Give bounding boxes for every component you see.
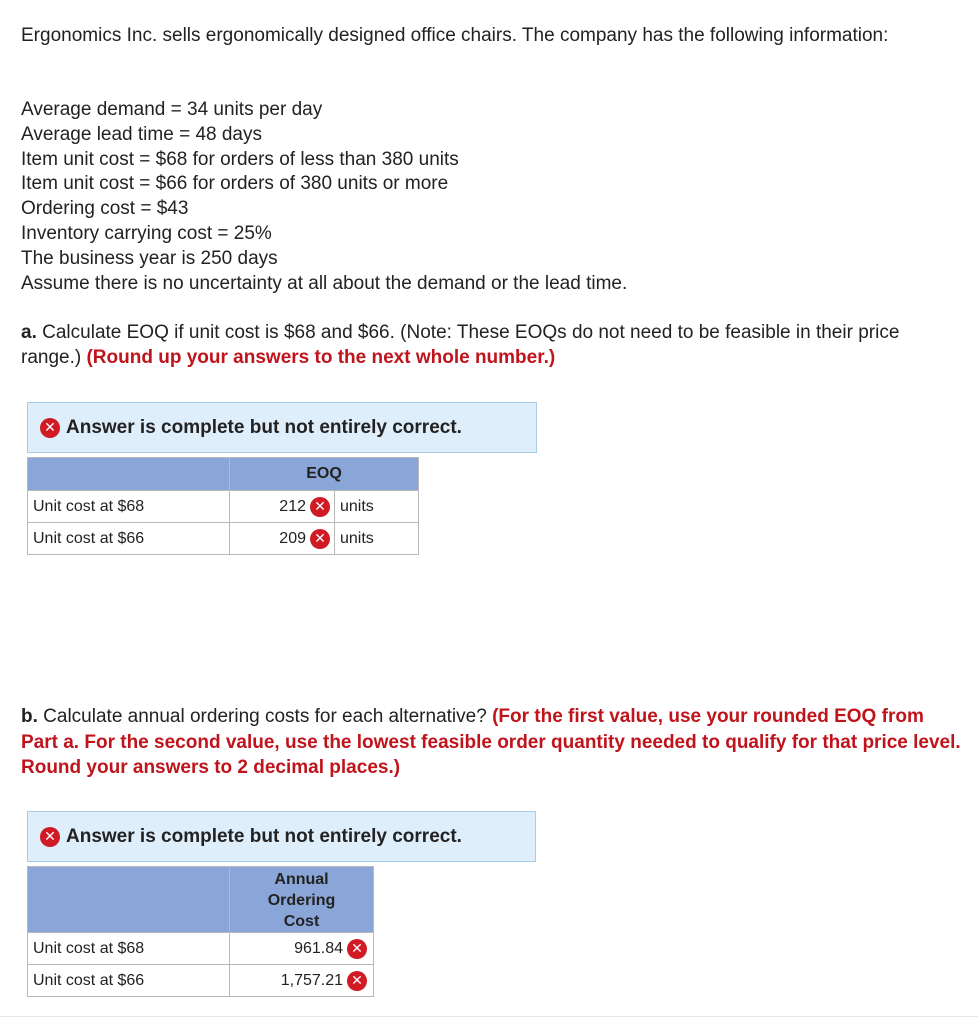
row-label: Unit cost at $68 <box>28 933 230 965</box>
fact-line: Average demand = 34 units per day <box>21 99 323 120</box>
row-label: Unit cost at $68 <box>28 491 230 523</box>
banner-text: Answer is complete but not entirely correct. <box>66 825 462 847</box>
answer-status-banner-a <box>27 402 537 453</box>
fact-line: Item unit cost = $66 for orders of 380 units or more <box>21 173 449 195</box>
x-circle-icon: ✕ <box>310 497 330 517</box>
header-line: Cost <box>283 913 320 930</box>
ordering-cost-table <box>27 866 374 997</box>
answer-cell[interactable] <box>230 491 335 523</box>
table-corner <box>28 458 230 491</box>
x-circle-icon: ✕ <box>347 939 367 959</box>
page-divider <box>0 1016 978 1017</box>
fact-line: The business year is 250 days <box>21 247 278 269</box>
answer-value: 1,757.21 <box>280 971 343 989</box>
answer-value: 209 <box>279 529 306 547</box>
answer-cell[interactable] <box>230 965 374 997</box>
banner-text: Answer is complete but not entirely correct. <box>66 416 462 438</box>
table-row <box>28 523 419 555</box>
unit-label: units <box>335 491 419 523</box>
eoq-table <box>27 457 419 555</box>
unit-label: units <box>335 523 419 555</box>
problem-intro: Ergonomics Inc. sells ergonomically designed office chairs. The company has the following information: <box>21 25 889 46</box>
row-label: Unit cost at $66 <box>28 965 230 997</box>
x-circle-icon: ✕ <box>40 827 60 847</box>
question-part-a <box>21 320 961 370</box>
fact-line: Average lead time = 48 days <box>21 123 262 145</box>
fact-line: Assume there is no uncertainty at all about the demand or the lead time. <box>21 272 628 294</box>
header-line: Annual <box>274 871 329 888</box>
part-b-label: b. <box>21 706 38 727</box>
eoq-header: EOQ <box>230 458 419 491</box>
part-b-question: Calculate annual ordering costs for each alternative? <box>43 706 487 727</box>
answer-value: 212 <box>279 497 306 515</box>
part-a-question: Calculate EOQ if unit cost is $68 and $66. (Note: These EOQs do not need to be feasible in their price range.) <box>21 322 900 368</box>
table-row <box>28 965 374 997</box>
fact-line: Ordering cost = $43 <box>21 198 189 220</box>
header-line: Ordering <box>267 892 336 909</box>
answer-status-banner-b <box>27 811 536 862</box>
fact-line: Item unit cost = $68 for orders of less than 380 units <box>21 148 459 170</box>
row-label: Unit cost at $66 <box>28 523 230 555</box>
part-a-label: a. <box>21 322 37 343</box>
answer-value: 961.84 <box>294 939 343 957</box>
part-a-instruction: (Round up your answers to the next whole number.) <box>86 347 556 368</box>
fact-line: Inventory carrying cost = 25% <box>21 222 272 244</box>
given-facts <box>21 98 627 296</box>
ordering-cost-header <box>230 867 374 933</box>
table-corner <box>28 867 230 933</box>
x-circle-icon: ✕ <box>40 418 60 438</box>
question-part-b <box>21 704 961 781</box>
part-b-instruction: (For the first value, use your rounded EOQ from Part a. For the second value, use the lowest feasible order quantity needed to qualify for that price level. Round your answers to 2 decimal places.) <box>21 706 961 778</box>
x-circle-icon: ✕ <box>347 971 367 991</box>
answer-cell[interactable] <box>230 523 335 555</box>
answer-cell[interactable] <box>230 933 374 965</box>
table-row <box>28 491 419 523</box>
table-row <box>28 933 374 965</box>
x-circle-icon: ✕ <box>310 529 330 549</box>
